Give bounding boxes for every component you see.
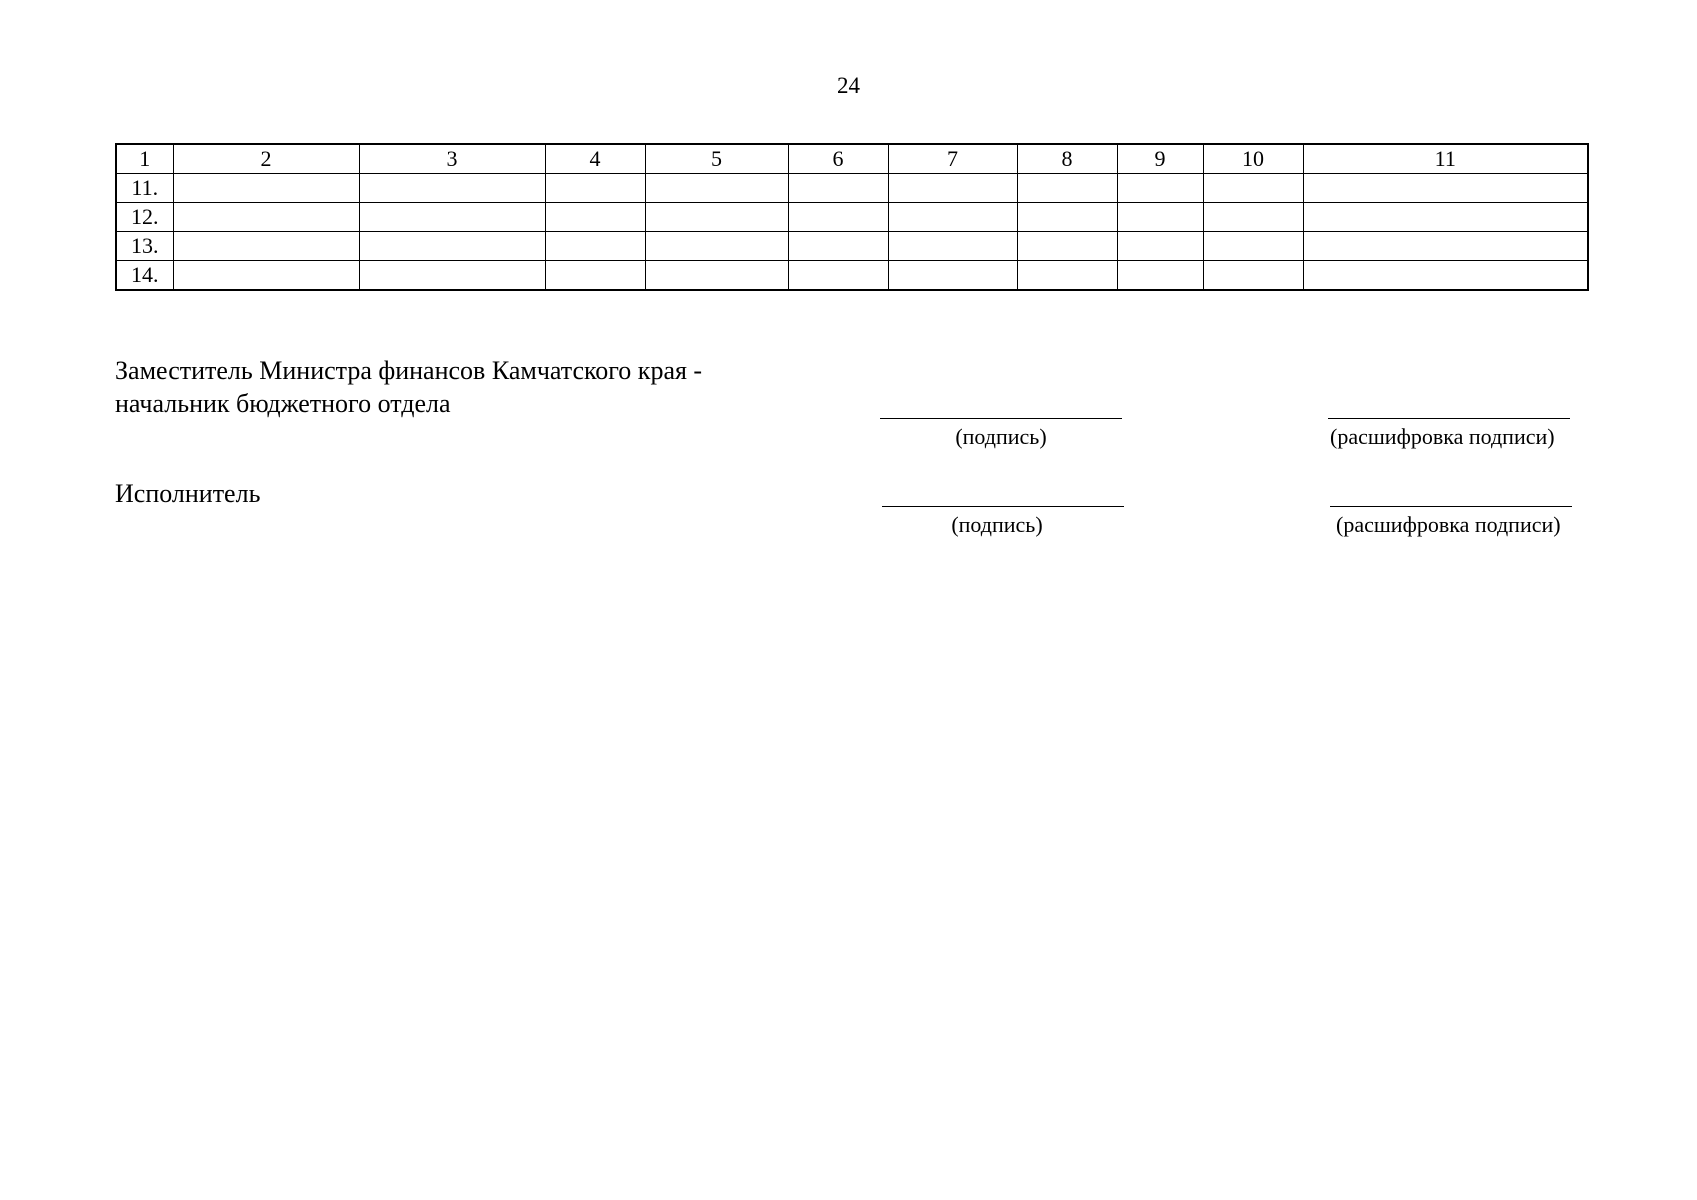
table-cell bbox=[888, 203, 1017, 232]
table-cell bbox=[173, 174, 359, 203]
executor-decoding-line bbox=[1330, 506, 1572, 507]
table-cell bbox=[359, 174, 545, 203]
table-cell bbox=[173, 261, 359, 291]
table-cell bbox=[1117, 203, 1203, 232]
column-header: 3 bbox=[359, 144, 545, 174]
table-header-row bbox=[116, 144, 1588, 174]
deputy-decoding-line bbox=[1328, 418, 1570, 419]
table-cell bbox=[888, 174, 1017, 203]
table-cell bbox=[1017, 261, 1117, 291]
executor-title: Исполнитель bbox=[115, 479, 261, 508]
table-cell bbox=[1203, 174, 1303, 203]
column-header: 2 bbox=[173, 144, 359, 174]
column-header: 7 bbox=[888, 144, 1017, 174]
deputy-decoding-caption: (расшифровка подписи) bbox=[1330, 424, 1555, 449]
table-cell bbox=[173, 232, 359, 261]
table-cell bbox=[645, 174, 788, 203]
column-header: 6 bbox=[788, 144, 888, 174]
table-cell bbox=[788, 232, 888, 261]
column-header: 11 bbox=[1303, 144, 1588, 174]
table-cell bbox=[645, 232, 788, 261]
row-number-cell: 12. bbox=[116, 203, 173, 232]
table-row bbox=[116, 232, 1588, 261]
row-number-cell: 13. bbox=[116, 232, 173, 261]
table-cell bbox=[1303, 174, 1588, 203]
deputy-signature-line bbox=[880, 418, 1122, 419]
column-header: 5 bbox=[645, 144, 788, 174]
deputy-signature-caption: (подпись) bbox=[955, 424, 1047, 449]
table-row bbox=[116, 203, 1588, 232]
table-cell bbox=[359, 232, 545, 261]
table-cell bbox=[1203, 203, 1303, 232]
table-cell bbox=[1303, 261, 1588, 291]
table-cell bbox=[1203, 261, 1303, 291]
table-cell bbox=[1203, 232, 1303, 261]
table-cell bbox=[1117, 232, 1203, 261]
executor-signature-line bbox=[882, 506, 1124, 507]
deputy-title-line2: начальник бюджетного отдела bbox=[115, 389, 451, 418]
table-cell bbox=[788, 174, 888, 203]
report-table bbox=[115, 143, 1589, 291]
table-cell bbox=[1303, 203, 1588, 232]
row-number-cell: 11. bbox=[116, 174, 173, 203]
row-number-cell: 14. bbox=[116, 261, 173, 291]
table-cell bbox=[645, 261, 788, 291]
executor-signature-caption: (подпись) bbox=[951, 512, 1043, 537]
table-cell bbox=[173, 203, 359, 232]
table-cell bbox=[888, 232, 1017, 261]
table-cell bbox=[788, 261, 888, 291]
table-cell bbox=[545, 261, 645, 291]
column-header: 10 bbox=[1203, 144, 1303, 174]
column-header: 9 bbox=[1117, 144, 1203, 174]
table-cell bbox=[1017, 203, 1117, 232]
table-cell bbox=[1303, 232, 1588, 261]
table-cell bbox=[645, 203, 788, 232]
table-cell bbox=[788, 203, 888, 232]
page-number: 24 bbox=[837, 73, 860, 98]
table-cell bbox=[359, 203, 545, 232]
table-cell bbox=[1117, 261, 1203, 291]
table-cell bbox=[545, 203, 645, 232]
executor-decoding-caption: (расшифровка подписи) bbox=[1336, 512, 1561, 537]
deputy-title-line1: Заместитель Министра финансов Камчатского края - bbox=[115, 356, 703, 385]
table-cell bbox=[1017, 232, 1117, 261]
table-cell bbox=[545, 232, 645, 261]
table-cell bbox=[1017, 174, 1117, 203]
column-header: 8 bbox=[1017, 144, 1117, 174]
column-header: 1 bbox=[116, 144, 173, 174]
table-row bbox=[116, 174, 1588, 203]
table-row bbox=[116, 261, 1588, 291]
table-cell bbox=[888, 261, 1017, 291]
table-cell bbox=[359, 261, 545, 291]
table-cell bbox=[545, 174, 645, 203]
table-cell bbox=[1117, 174, 1203, 203]
column-header: 4 bbox=[545, 144, 645, 174]
